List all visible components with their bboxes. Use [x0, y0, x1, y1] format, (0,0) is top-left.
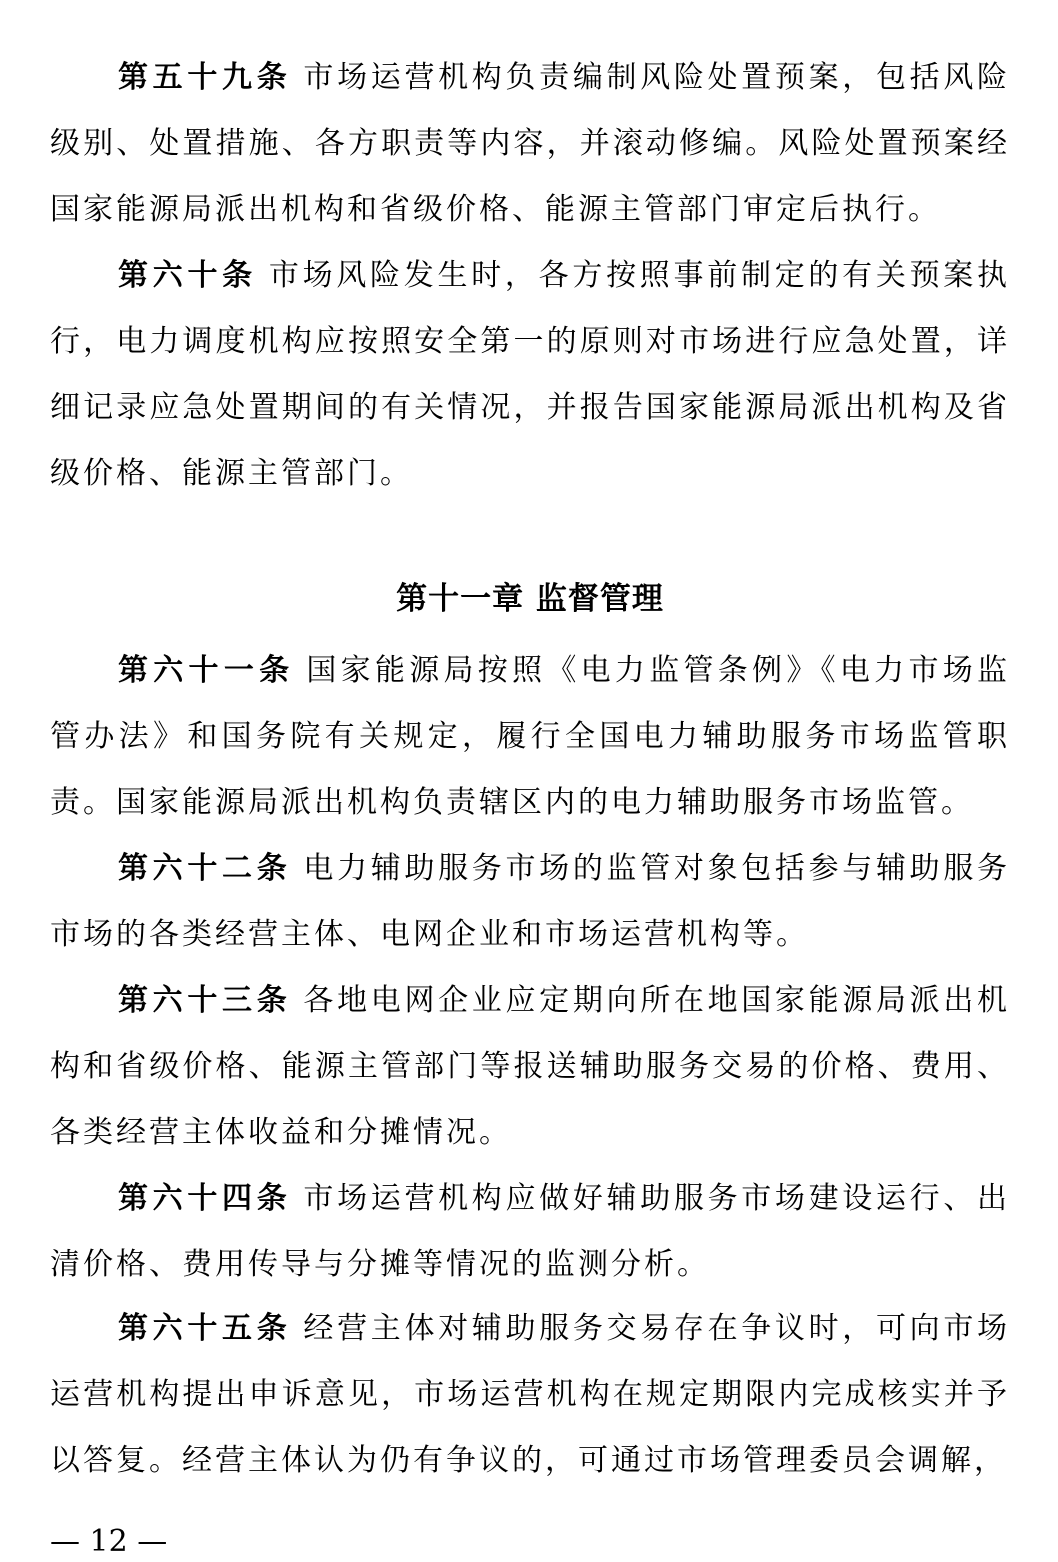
article-61: [50, 638, 1010, 836]
article-label: 第六十条: [118, 258, 257, 293]
article-text: 各地电网企业应定期向所在地国家能源局派出机构和省级价格、能源主管部门等报送辅助服务交易的价格、费用、各类经营主体收益和分摊情况。: [50, 983, 1011, 1150]
article-text: 市场风险发生时，各方按照事前制定的有关预案执行，电力调度机构应按照安全第一的原则对市场进行应急处置，详细记录应急处置期间的有关情况，并报告国家能源局派出机构及省级价格、能源主管部门。: [50, 258, 1011, 491]
article-text: 市场运营机构负责编制风险处置预案，包括风险级别、处置措施、各方职责等内容，并滚动修编。风险处置预案经国家能源局派出机构和省级价格、能源主管部门审定后执行。: [50, 60, 1011, 227]
article-65: [50, 1296, 1010, 1494]
article-text: 电力辅助服务市场的监管对象包括参与辅助服务市场的各类经营主体、电网企业和市场运营机构等。: [50, 851, 1011, 952]
article-label: 第六十一条: [118, 653, 295, 688]
article-label: 第六十三条: [118, 983, 292, 1018]
article-62: [50, 836, 1010, 968]
page-number: — 12 —: [50, 1524, 168, 1559]
article-text: 国家能源局按照《电力监管条例》《电力市场监管办法》和国务院有关规定，履行全国电力辅助服务市场监管职责。国家能源局派出机构负责辖区内的电力辅助服务市场监管。: [50, 653, 1011, 820]
article-59: [50, 45, 1010, 243]
article-label: 第六十二条: [118, 851, 292, 886]
article-label: 第六十五条: [118, 1311, 292, 1346]
article-64: [50, 1166, 1010, 1298]
article-text: 经营主体对辅助服务交易存在争议时，可向市场运营机构提出申诉意见，市场运营机构在规定期限内完成核实并予以答复。经营主体认为仍有争议的，可通过市场管理委员会调解，: [50, 1311, 1011, 1478]
article-label: 第五十九条: [118, 60, 292, 95]
document-page: [50, 0, 1011, 1559]
chapter-title: 第十一章 监督管理: [396, 581, 664, 617]
article-60: [50, 243, 1010, 507]
article-label: 第六十四条: [118, 1181, 292, 1216]
article-text: 市场运营机构应做好辅助服务市场建设运行、出清价格、费用传导与分摊等情况的监测分析。: [50, 1181, 1011, 1282]
article-63: [50, 968, 1010, 1166]
